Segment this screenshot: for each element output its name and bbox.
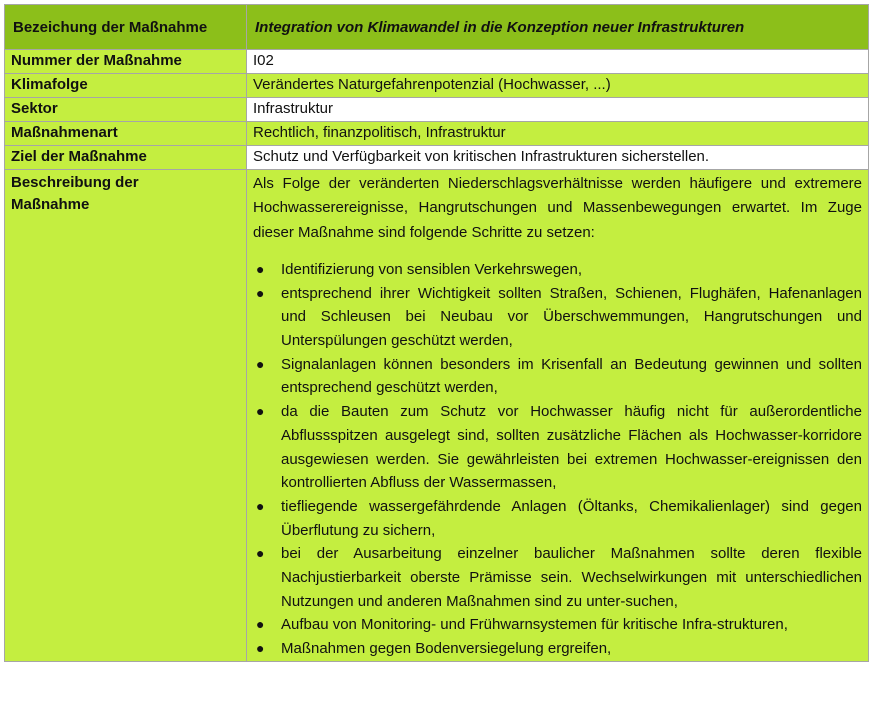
description-label-text: Beschreibung der Maßnahme [11,174,139,213]
row-label: Maßnahmenart [5,122,247,146]
list-item [253,495,862,542]
description-content [247,170,869,662]
bullet-icon: ● [256,355,265,372]
description-bullet-list [253,258,862,661]
measure-table [4,4,869,662]
bullet-icon: ● [256,545,265,562]
table-row-massnahmenart [5,122,869,146]
row-label: Nummer der Maßnahme [5,50,247,74]
list-item [253,353,862,400]
description-label [5,170,247,662]
bullet-icon: ● [256,640,265,657]
list-item [253,613,862,637]
list-item-text: Signalanlagen können besonders im Krisenfall an Bedeutung gewinnen und sollten entsprechend geschützt werden, [281,355,862,397]
list-item-text: Identifizierung von sensiblen Verkehrswegen, [281,260,583,278]
list-item-text: entsprechend ihrer Wichtigkeit sollten Straßen, Schienen, Flughäfen, Hafenanlagen und Schleusen bei Neubau vor Überschwemmungen, Hangrutschungen und Unterspülungen geschützt werden, [281,284,862,349]
list-item-text: da die Bauten zum Schutz vor Hochwasser häufig nicht für außerordentliche Abflussspitzen ausgelegt sind, sollten zusätzliche Flächen als Hochwasser-korridore ausgewiesen werden. Sie gewährleisten bei extremen Hochwasser-ereignissen den kontrollierten Abfluss der Wassermassen, [281,403,862,492]
list-item-text: Maßnahmen gegen Bodenversiegelung ergreifen, [281,640,612,658]
measure-sheet [4,4,868,662]
list-item-text: bei der Ausarbeitung einzelner baulicher Maßnahmen sollte deren flexible Nachjustierbarkeit oberste Prämisse sein. Wechselwirkungen mit unterschiedlichen Nutzungen und anderen Maßnahmen sind zu unter-suchen, [281,545,862,610]
row-value: Rechtlich, finanzpolitisch, Infrastruktur [247,122,869,146]
bullet-icon: ● [256,284,265,301]
table-row-ziel [5,146,869,170]
list-item-text: tiefliegende wassergefährdende Anlagen (Öltanks, Chemikalienlager) sind gegen Überflutung zu sichern, [281,497,862,539]
measure-title: Integration von Klimawandel in die Konzeption neuer Infrastrukturen [247,5,869,50]
row-label: Ziel der Maßnahme [5,146,247,170]
list-item [253,542,862,613]
list-item [253,400,862,495]
table-row-beschreibung [5,170,869,662]
row-value: Schutz und Verfügbarkeit von kritischen Infrastrukturen sicherstellen. [247,146,869,170]
table-row-klimafolge [5,74,869,98]
header-label: Bezeichung der Maßnahme [5,5,247,50]
row-value: I02 [247,50,869,74]
bullet-icon: ● [256,497,265,514]
bullet-icon: ● [256,260,265,277]
row-label: Klimafolge [5,74,247,98]
list-item [253,282,862,353]
list-item [253,637,862,661]
row-value: Verändertes Naturgefahrenpotenzial (Hochwasser, ...) [247,74,869,98]
row-label: Sektor [5,98,247,122]
row-value: Infrastruktur [247,98,869,122]
table-header-row [5,5,869,50]
table-row-sektor [5,98,869,122]
bullet-icon: ● [256,403,265,420]
list-item-text: Aufbau von Monitoring- und Frühwarnsystemen für kritische Infra-strukturen, [281,616,788,634]
list-item [253,258,862,282]
table-row-nummer [5,50,869,74]
description-intro: Als Folge der veränderten Niederschlagsverhältnisse werden häufigere und extremere Hochwasserereignisse, Hangrutschungen und Massenbewegungen erwartet. Im Zuge dieser Maßnahme sind folgende Schritte zu setzen: [253,175,862,241]
bullet-icon: ● [256,616,265,633]
